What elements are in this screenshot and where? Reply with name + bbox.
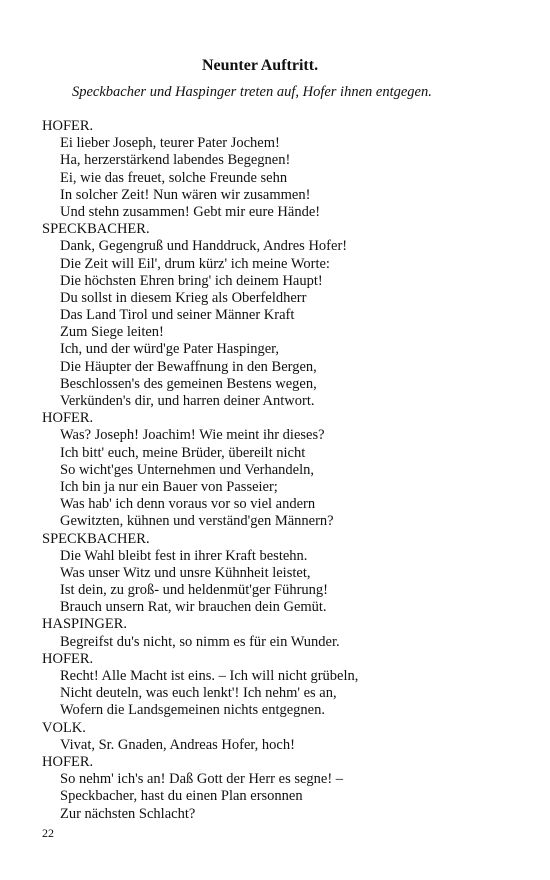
speaker-name: SPECKBACHER. [42, 221, 150, 238]
speaker-name: HASPINGER. [42, 616, 127, 633]
speaker-name: HOFER. [42, 118, 94, 134]
verse-line: Du sollst in diesem Krieg als Oberfeldherr [60, 289, 307, 306]
verse-line: Brauch unsern Rat, wir brauchen dein Gemüt. [60, 599, 327, 616]
verse-line: Die höchsten Ehren bring' ich deinem Haupt! [60, 272, 323, 289]
verse-line: Recht! Alle Macht ist eins. – Ich will nicht grübeln, [60, 668, 359, 684]
dialogue-text [42, 118, 522, 823]
verse-line: Das Land Tirol und seiner Männer Kraft [60, 307, 295, 324]
verse-line: Gewitzten, kühnen und verständ'gen Männern? [60, 513, 334, 530]
verse-line: Die Zeit will Eil', drum kürz' ich meine Worte: [60, 255, 330, 272]
verse-line: So nehm' ich's an! Daß Gott der Herr es segne! – [60, 771, 344, 788]
verse-line: Ei lieber Joseph, teurer Pater Jochem! [60, 135, 280, 152]
verse-line: Ich, und der würd'ge Pater Haspinger, [60, 341, 280, 358]
verse-line: Begreifst du's nicht, so nimm es für ein Wunder. [60, 633, 340, 650]
verse-line: Verkünden's dir, und harren deiner Antwort. [60, 393, 315, 409]
speaker-name: SPECKBACHER. [42, 530, 150, 547]
verse-line: Ha, herzerstärkend labendes Begegnen! [60, 152, 291, 169]
speaker-name: HOFER. [42, 410, 94, 427]
verse-line: Dank, Gegengruß und Handdruck, Andres Hofer! [60, 238, 348, 255]
verse-line: Vivat, Sr. Gnaden, Andreas Hofer, hoch! [60, 736, 295, 753]
verse-line: Speckbacher, hast du einen Plan ersonnen [60, 788, 303, 805]
verse-line: Ich bitt' euch, meine Brüder, übereilt nicht [60, 444, 306, 461]
verse-line: Was unser Witz und unsre Kühnheit leistet, [60, 564, 311, 581]
verse-line: Was? Joseph! Joachim! Wie meint ihr dieses? [60, 427, 325, 444]
verse-line: Und stehn zusammen! Gebt mir eure Hände! [60, 203, 321, 220]
scene-title: Neunter Auftritt. [201, 57, 319, 74]
verse-line: Die Häupter der Bewaffnung in den Bergen, [60, 358, 317, 375]
page-number: 22 [42, 826, 54, 840]
verse-line: So wicht'ges Unternehmen und Verhandeln, [60, 461, 315, 478]
speaker-name: VOLK. [42, 719, 86, 736]
verse-line: Wofern die Landsgemeinen nichts entgegnen. [60, 702, 325, 719]
verse-line: Zum Siege leiten! [60, 324, 164, 341]
speaker-name: HOFER. [42, 753, 94, 770]
verse-line: In solcher Zeit! Nun wären wir zusammen! [60, 186, 311, 203]
stage-direction: Speckbacher und Haspinger treten auf, Hofer ihnen entgegen. [72, 84, 432, 100]
verse-line: Die Wahl bleibt fest in ihrer Kraft bestehn. [60, 547, 308, 564]
verse-line: Beschlossen's des gemeinen Bestens wegen, [60, 375, 317, 392]
verse-line: Nicht deuteln, was euch lenkt'! Ich nehm' es an, [60, 685, 337, 702]
speaker-name: HOFER. [42, 650, 94, 667]
verse-line: Ich bin ja nur ein Bauer von Passeier; [60, 478, 278, 495]
verse-line: Was hab' ich denn voraus vor so viel andern [60, 496, 316, 513]
verse-line: Ist dein, zu groß- und heldenmüt'ger Führung! [60, 582, 328, 599]
verse-line: Zur nächsten Schlacht? [60, 805, 196, 822]
verse-line: Ei, wie das freuet, solche Freunde sehn [60, 169, 288, 186]
